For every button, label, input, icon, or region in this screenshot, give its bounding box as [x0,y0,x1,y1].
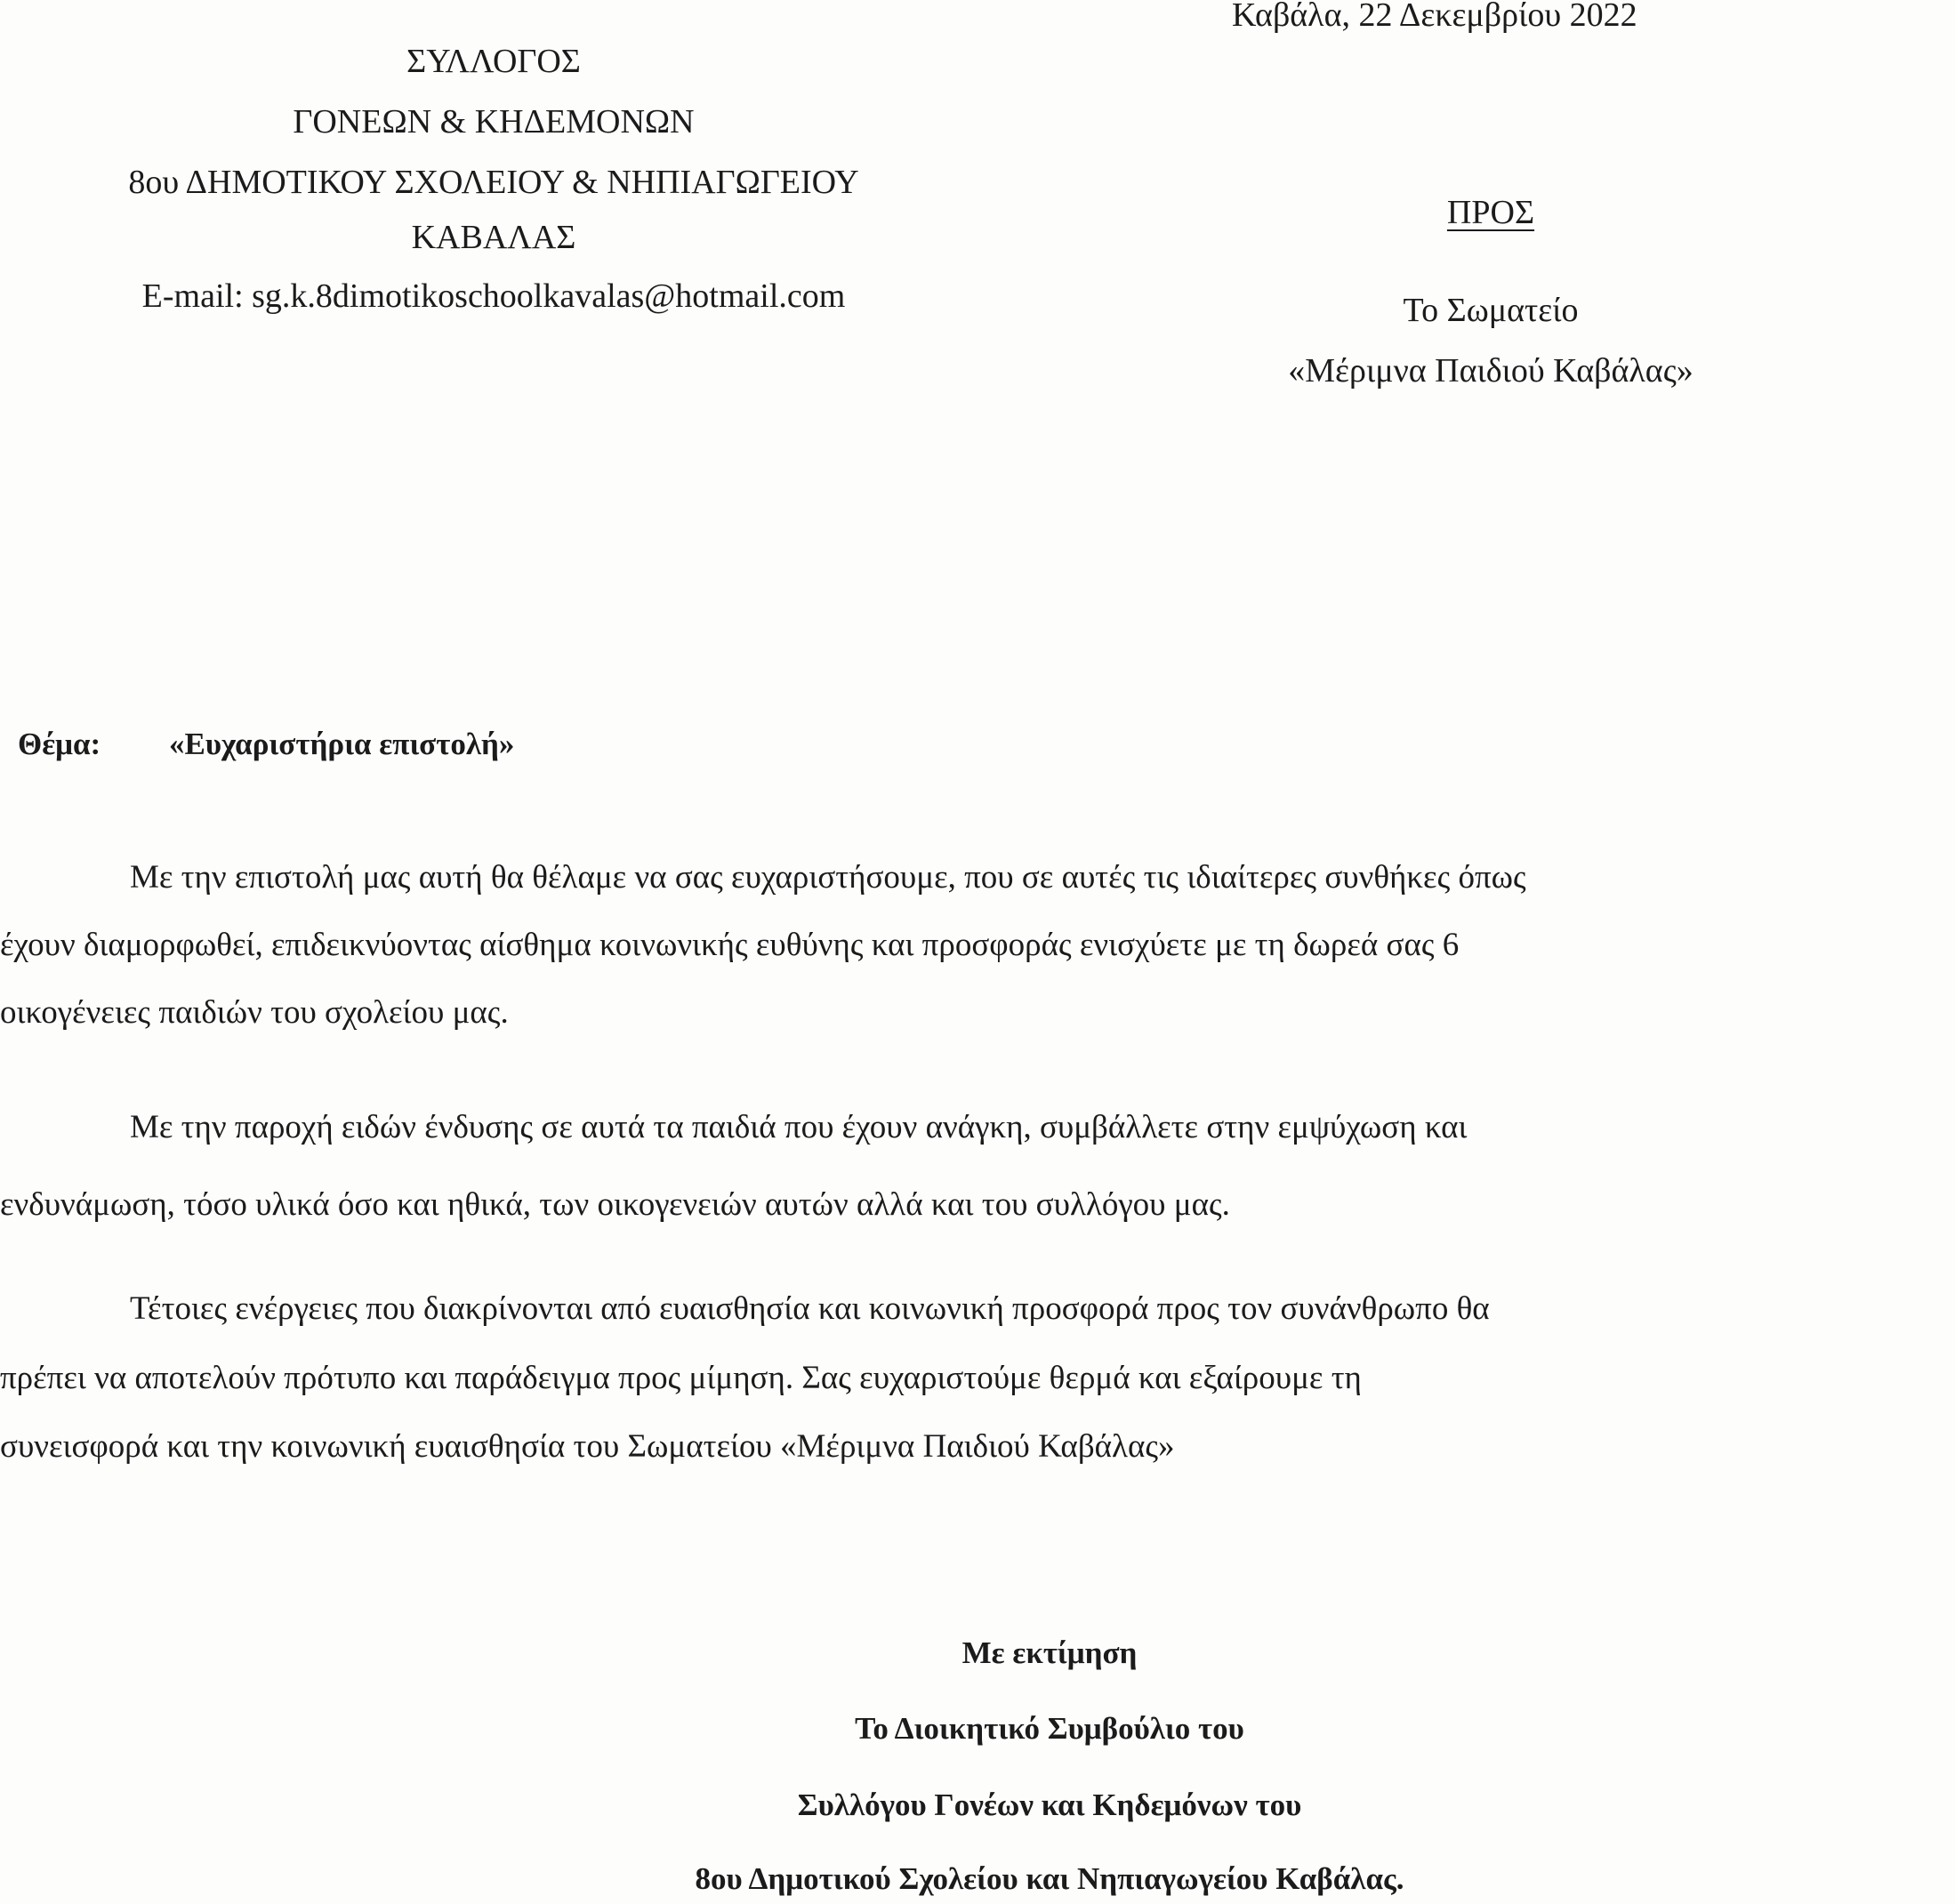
closing-line-4: 8ου Δημοτικού Σχολείου και Νηπιαγωγείου Καβάλας. [695,1861,1404,1896]
body-line: ενδυνάμωση, τόσο υλικά όσο και ηθικά, των οικογενειών αυτών αλλά και του συλλόγου μας. [0,1186,1230,1223]
sender-line-3: 8ου ΔΗΜΟΤΙΚΟΥ ΣΧΟΛΕΙΟΥ & ΝΗΠΙΑΓΩΓΕΙΟΥ [128,164,859,201]
body-line: Τέτοιες ενέργειες που διακρίνονται από ευαισθησία και κοινωνική προσφορά προς τον συνάνθρωπο θα [130,1290,1490,1327]
closing-line-3: Συλλόγου Γονέων και Κηδεμόνων του [797,1788,1302,1822]
sender-line-2: ΓΟΝΕΩΝ & ΚΗΔΕΜΟΝΩΝ [293,103,695,141]
subject-label: Θέμα: [18,727,101,761]
letter-date: Καβάλα, 22 Δεκεμβρίου 2022 [1232,0,1637,34]
body-line: Με την παροχή ειδών ένδυσης σε αυτά τα παιδιά που έχουν ανάγκη, συμβάλλετε στην εμψύχωση και [130,1109,1468,1145]
sender-line-1: ΣΥΛΛΟΓΟΣ [406,43,581,80]
subject-text: «Ευχαριστήρια επιστολή» [169,727,515,761]
sender-email[interactable]: E-mail: sg.k.8dimotikoschoolkavalas@hotmail.com [141,277,846,315]
body-line: πρέπει να αποτελούν πρότυπο και παράδειγμα προς μίμηση. Σας ευχαριστούμε θερμά και εξαίρουμε τη [0,1360,1362,1396]
body-line: έχουν διαμορφωθεί, επιδεικνύοντας αίσθημα κοινωνικής ευθύνης και προσφοράς ενισχύετε με τη δωρεά σας 6 [0,927,1460,963]
closing-line-1: Με εκτίμηση [961,1635,1138,1670]
recipient-line-2: «Μέριμνα Παιδιού Καβάλας» [1288,352,1694,390]
recipient-heading: ΠΡΟΣ [1446,194,1535,231]
body-line: συνεισφορά και την κοινωνική ευαισθησία του Σωματείου «Μέριμνα Παιδιού Καβάλας» [0,1428,1175,1465]
body-line: οικογένειες παιδιών του σχολείου μας. [0,994,509,1031]
sender-line-4: ΚΑΒΑΛΑΣ [411,219,576,256]
recipient-line-1: Το Σωματείο [1403,292,1579,329]
closing-line-2: Το Διοικητικό Συμβούλιο του [855,1711,1244,1746]
body-line: Με την επιστολή μας αυτή θα θέλαμε να σας ευχαριστήσουμε, που σε αυτές τις ιδιαίτερες συνθήκες όπως [130,859,1526,896]
